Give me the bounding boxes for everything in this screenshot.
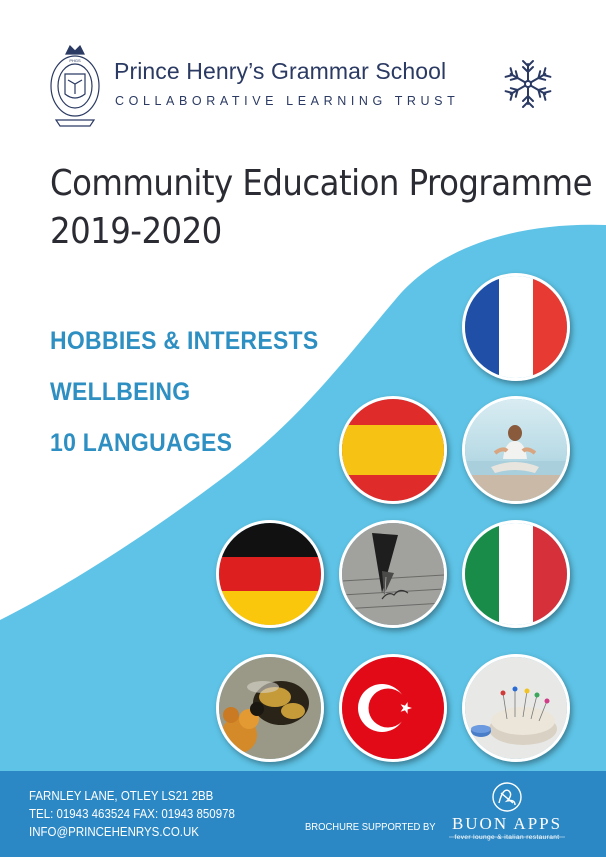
sewing-pincushion: [462, 654, 570, 762]
flag-of-germany: [216, 520, 324, 628]
email-address: INFO@PRINCEHENRYS.CO.UK: [29, 825, 199, 839]
title-line-2: 2019-2020: [50, 211, 222, 252]
svg-text:PHGS: PHGS: [69, 58, 81, 63]
contact-details: [29, 787, 235, 841]
trust-name: COLLABORATIVE LEARNING TRUST: [115, 94, 460, 108]
page-title: [50, 160, 592, 256]
flag-of-spain: [339, 396, 447, 504]
sponsor-name: BUON APPS: [451, 814, 563, 833]
category-languages: 10 LANGUAGES: [50, 429, 233, 457]
school-name: Prince Henry’s Grammar School: [114, 58, 447, 84]
flag-of-turkey: [339, 654, 447, 762]
category-hobbies: HOBBIES & INTERESTS: [50, 327, 319, 355]
yoga-by-the-sea: [462, 396, 570, 504]
supported-by-label: BROCHURE SUPPORTED BY: [305, 821, 436, 833]
bumblebee-on-flower: [216, 654, 324, 762]
category-list: [50, 324, 342, 477]
title-line-1: Community Education Programme: [50, 163, 592, 204]
fountain-pen-writing: [339, 520, 447, 628]
category-wellbeing: WELLBEING: [50, 378, 191, 406]
flag-of-france: [462, 273, 570, 381]
phone-fax: TEL: 01943 463524 FAX: 01943 850978: [29, 807, 235, 821]
footer: [0, 771, 606, 857]
sponsor-tagline: fever lounge & italian restaurant: [454, 834, 560, 841]
snowflake-icon: [503, 59, 553, 109]
school-crest-icon: [46, 42, 104, 128]
flag-of-italy: [462, 520, 570, 628]
address: FARNLEY LANE, OTLEY LS21 2BB: [29, 789, 214, 803]
